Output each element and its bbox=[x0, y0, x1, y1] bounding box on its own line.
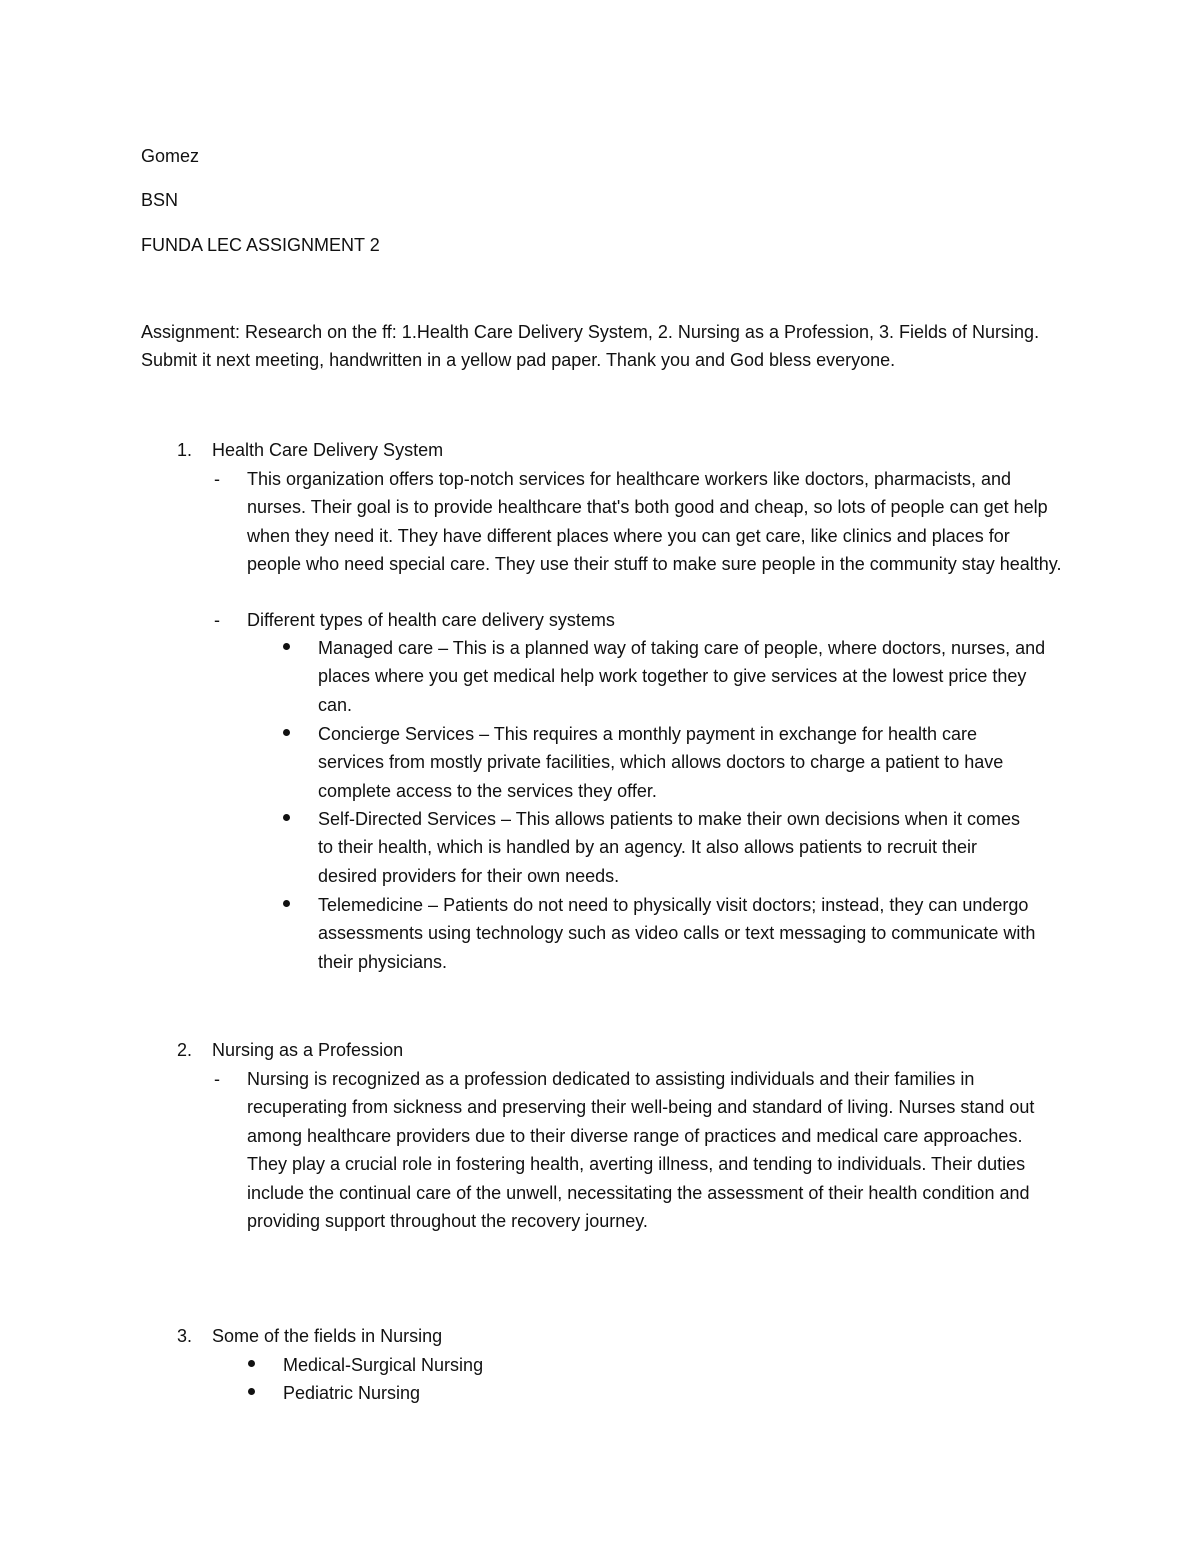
section-description: Nursing is recognized as a profession dedicated to assisting individuals and their families in recuperating from sickness and preserving their well-being and standard of living. Nurses stand out among healthcare providers due to their diverse range of practices and medical care approaches. They play a crucial role in fostering health, averting illness, and tending to individuals. Their duties include the continual care of the unwell, necessitating the assessment of their health condition and providing support throughout the recovery journey. bbox=[247, 1069, 1035, 1232]
section-title: Health Care Delivery System bbox=[212, 440, 444, 460]
bullet-icon bbox=[248, 1388, 255, 1395]
list-item: Concierge Services – This requires a monthly payment in exchange for health care services from mostly private facilities, which allows doctors to charge a patient to have complete access to the services they offer. bbox=[318, 724, 1004, 801]
section-description: This organization offers top-notch services for healthcare workers like doctors, pharmacists, and nurses. Their goal is to provide healthcare that's both good and cheap, so lots of people can get help when they need it. They have different places where you can get care, like clinics and places for people who need special care. They use their stuff to make sure people in the community stay healthy. bbox=[247, 469, 1062, 575]
list-item: Medical-Surgical Nursing bbox=[283, 1355, 484, 1375]
bullet-icon bbox=[283, 814, 290, 821]
section-title: Nursing as a Profession bbox=[212, 1040, 404, 1060]
dash-marker: - bbox=[214, 469, 220, 489]
section-number: 1. bbox=[177, 440, 193, 460]
section-number: 2. bbox=[177, 1040, 193, 1060]
dash-marker: - bbox=[214, 610, 220, 630]
subsection-heading: Different types of health care delivery systems bbox=[247, 610, 615, 630]
bullet-icon bbox=[283, 900, 290, 907]
assignment-title: FUNDA LEC ASSIGNMENT 2 bbox=[141, 235, 380, 255]
list-item: Pediatric Nursing bbox=[283, 1383, 421, 1403]
bullet-icon bbox=[283, 729, 290, 736]
student-name: Gomez bbox=[141, 146, 200, 166]
assignment-instructions: Assignment: Research on the ff: 1.Health Care Delivery System, 2. Nursing as a Profession, 3. Fields of Nursing. Submit it next meeting, handwritten in a yellow pad paper. Thank you and God bless everyone. bbox=[141, 322, 1040, 371]
bullet-icon bbox=[248, 1360, 255, 1367]
list-item: Telemedicine – Patients do not need to physically visit doctors; instead, they can undergo assessments using technology such as video calls or text messaging to communicate with their physicians. bbox=[318, 895, 1036, 972]
bullet-icon bbox=[283, 643, 290, 650]
section-number: 3. bbox=[177, 1326, 193, 1346]
list-item: Self-Directed Services – This allows patients to make their own decisions when it comes to their health, which is handled by an agency. It also allows patients to recruit their desired providers for their own needs. bbox=[318, 809, 1020, 886]
program-label: BSN bbox=[141, 190, 179, 210]
list-item: Managed care – This is a planned way of taking care of people, where doctors, nurses, and places where you get medical help work together to give services at the lowest price they can. bbox=[318, 638, 1046, 715]
section-title: Some of the fields in Nursing bbox=[212, 1326, 443, 1346]
dash-marker: - bbox=[214, 1069, 220, 1089]
